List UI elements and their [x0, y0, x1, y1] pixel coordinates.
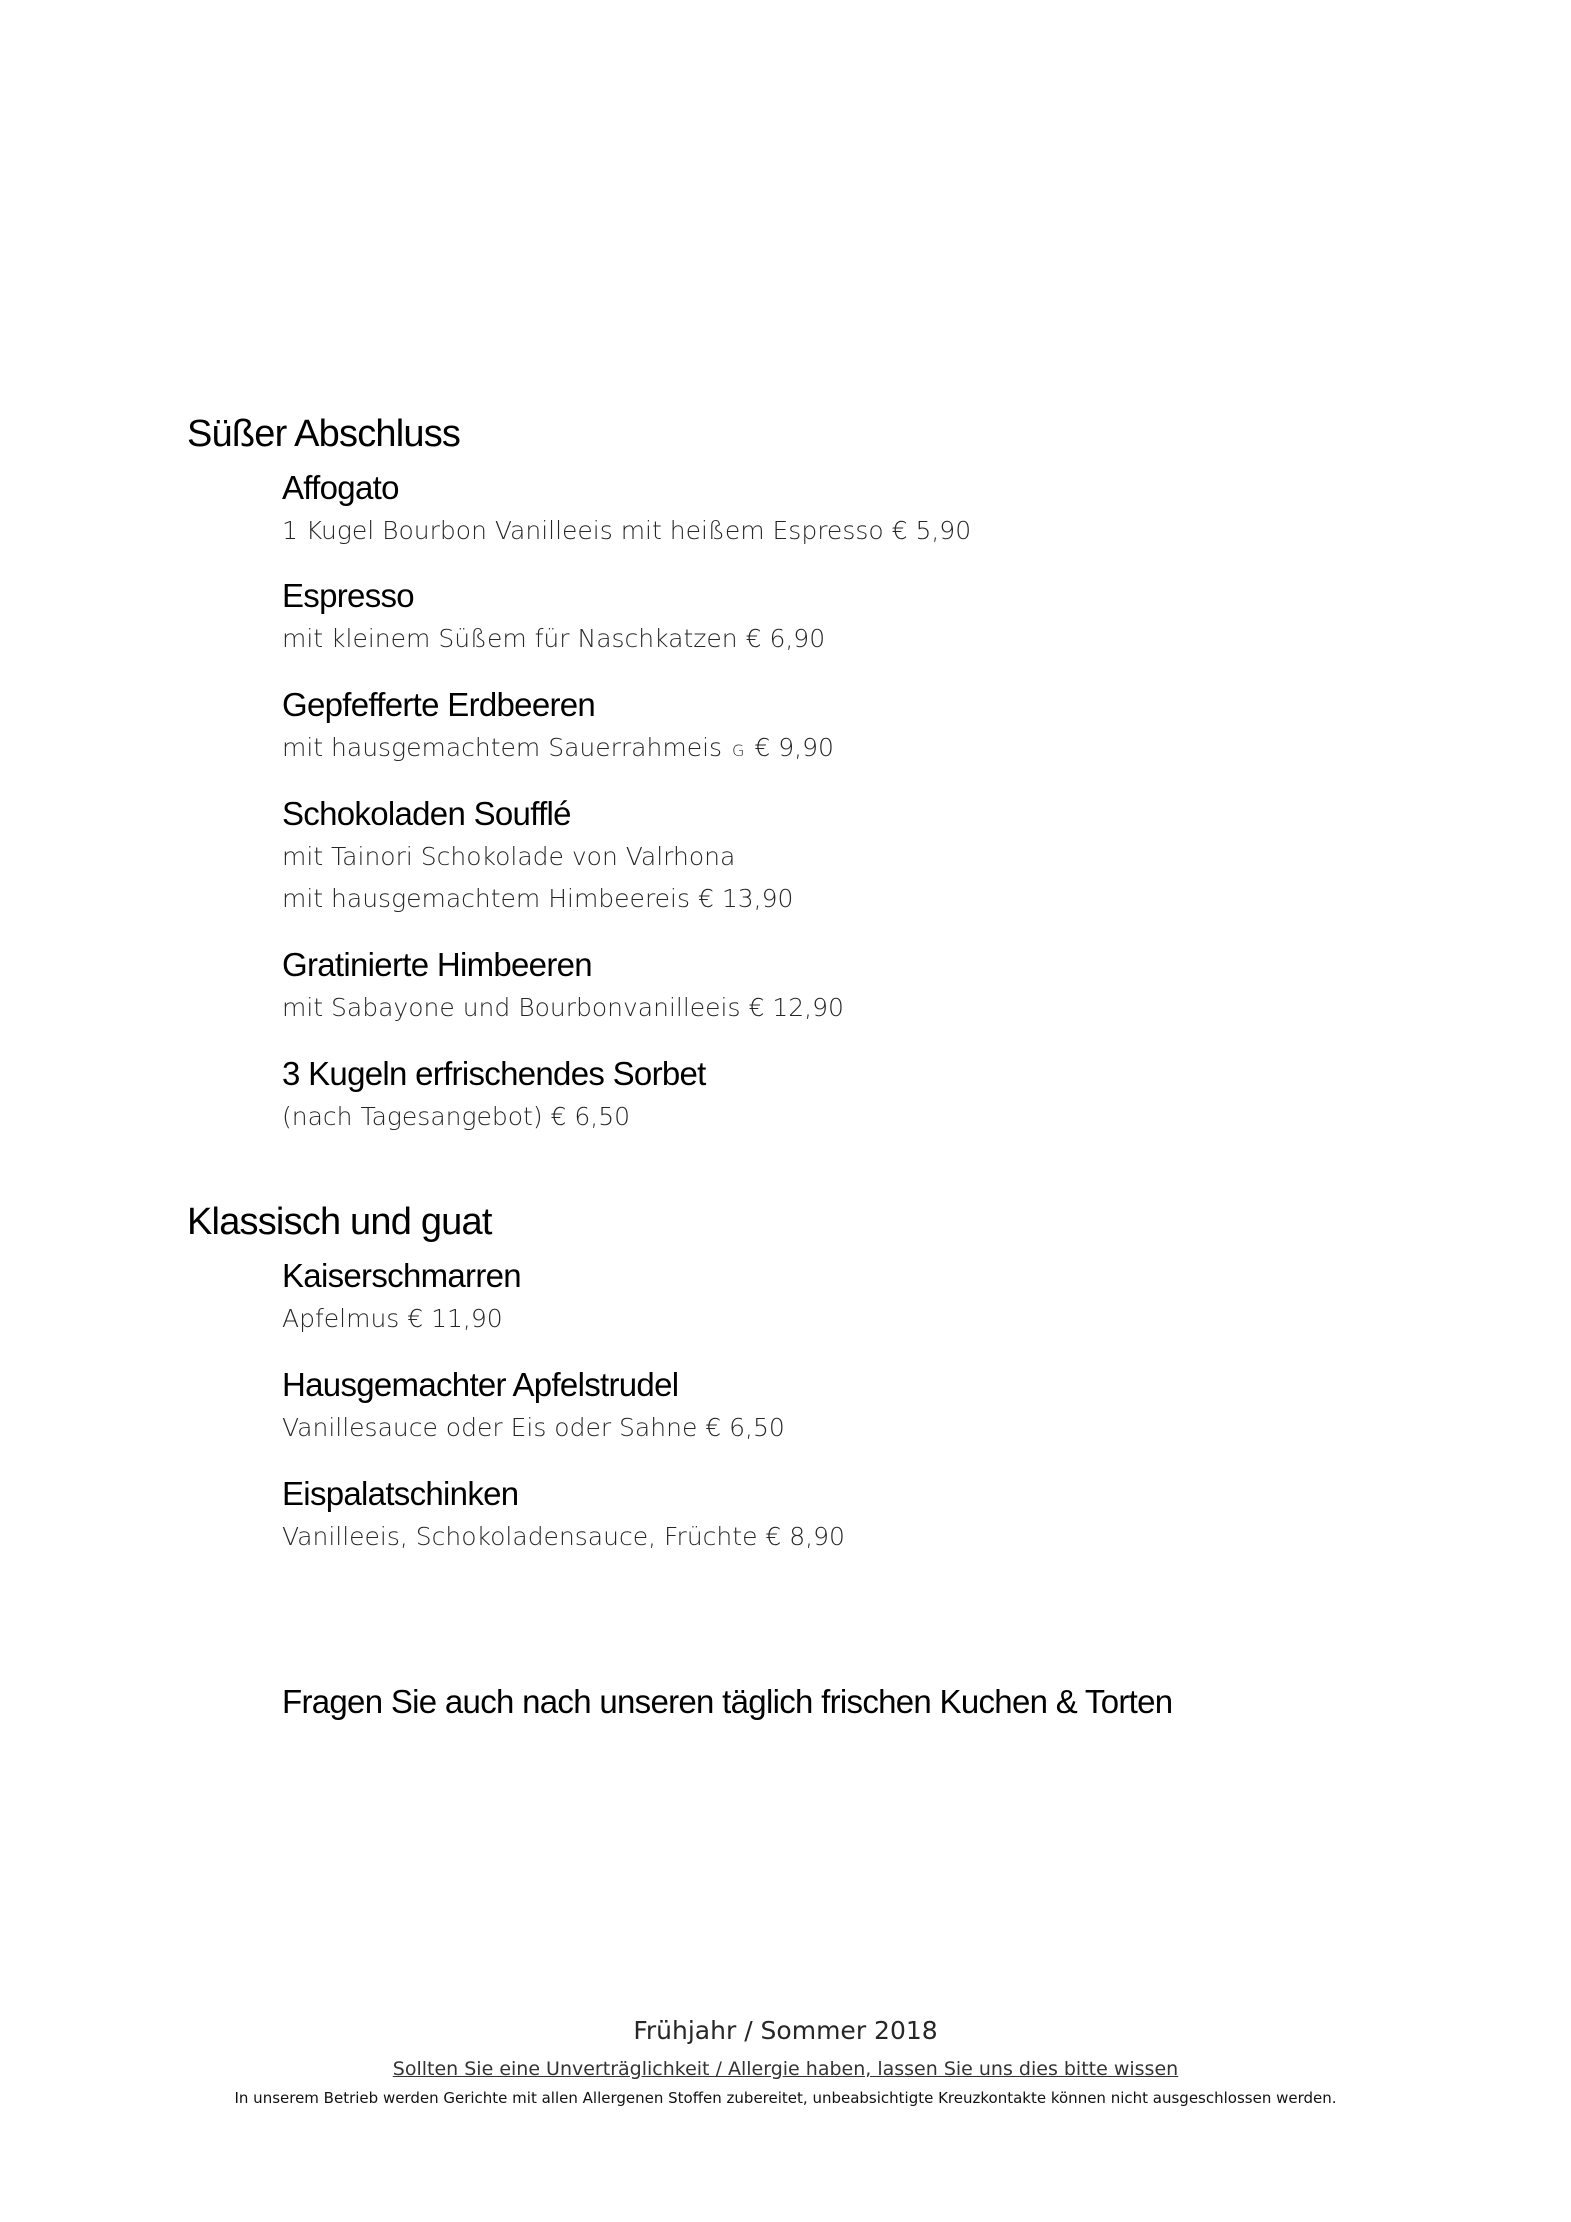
- cake-note: Fragen Sie auch nach unseren täglich frischen Kuchen & Torten: [282, 1683, 1173, 1720]
- menu-item-apfelstrudel: [282, 1363, 1482, 1449]
- item-name: Gratinierte Himbeeren: [282, 946, 592, 983]
- footer-season: Frühjahr / Sommer 2018: [633, 2016, 938, 2045]
- section-title-suesser-abschluss: Süßer Abschluss: [187, 413, 461, 455]
- item-name: Espresso: [282, 577, 414, 614]
- menu-item-eispalatschinken: [282, 1472, 1482, 1558]
- item-name: Eispalatschinken: [282, 1475, 519, 1512]
- item-name: Kaiserschmarren: [282, 1257, 521, 1294]
- allergen-code: G: [732, 741, 745, 760]
- menu-item-kaiserschmarren: [282, 1254, 1482, 1340]
- item-description: Apfelmus € 11,90: [282, 1304, 503, 1333]
- item-description: Vanilleeis, Schokoladensauce, Früchte € 8,90: [282, 1522, 845, 1551]
- item-description: [282, 727, 1482, 772]
- item-price: € 9,90: [754, 733, 834, 762]
- menu-item-espresso: [282, 574, 1482, 660]
- item-description: 1 Kugel Bourbon Vanilleeis mit heißem Espresso € 5,90: [282, 516, 972, 545]
- item-description: (nach Tagesangebot) € 6,50: [282, 1102, 631, 1131]
- item-description: mit Tainori Schokolade von Valrhona: [282, 842, 736, 871]
- item-description: mit kleinem Süßem für Naschkatzen € 6,90: [282, 624, 826, 653]
- item-name: Affogato: [282, 469, 399, 506]
- item-description: mit hausgemachtem Himbeereis € 13,90: [282, 884, 794, 913]
- menu-item-gratinierte-himbeeren: [282, 943, 1482, 1029]
- menu-item-affogato: [282, 466, 1482, 552]
- item-description: mit Sabayone und Bourbonvanilleeis € 12,90: [282, 993, 844, 1022]
- section-title-klassisch-und-guat: Klassisch und guat: [187, 1201, 492, 1243]
- menu-item-gepfefferte-erdbeeren: [282, 683, 1482, 772]
- item-name: Gepfefferte Erdbeeren: [282, 686, 596, 723]
- item-name: Schokoladen Soufflé: [282, 795, 571, 832]
- item-name: Hausgemachter Apfelstrudel: [282, 1366, 679, 1403]
- item-description-text: mit hausgemachtem Sauerrahmeis: [282, 733, 723, 762]
- item-description: Vanillesauce oder Eis oder Sahne € 6,50: [282, 1413, 785, 1442]
- item-name: 3 Kugeln erfrischendes Sorbet: [282, 1055, 706, 1092]
- menu-item-schokoladen-souffle: [282, 792, 1482, 920]
- footer-allergy-notice: Sollten Sie eine Unverträglichkeit / Allergie haben, lassen Sie uns dies bitte wissen: [392, 2058, 1179, 2080]
- footer-kitchen-notice: In unserem Betrieb werden Gerichte mit allen Allergenen Stoffen zubereitet, unbeabsichtigte Kreuzkontakte können nicht ausgeschlossen werden.: [234, 2089, 1337, 2107]
- menu-item-sorbet: [282, 1052, 1482, 1138]
